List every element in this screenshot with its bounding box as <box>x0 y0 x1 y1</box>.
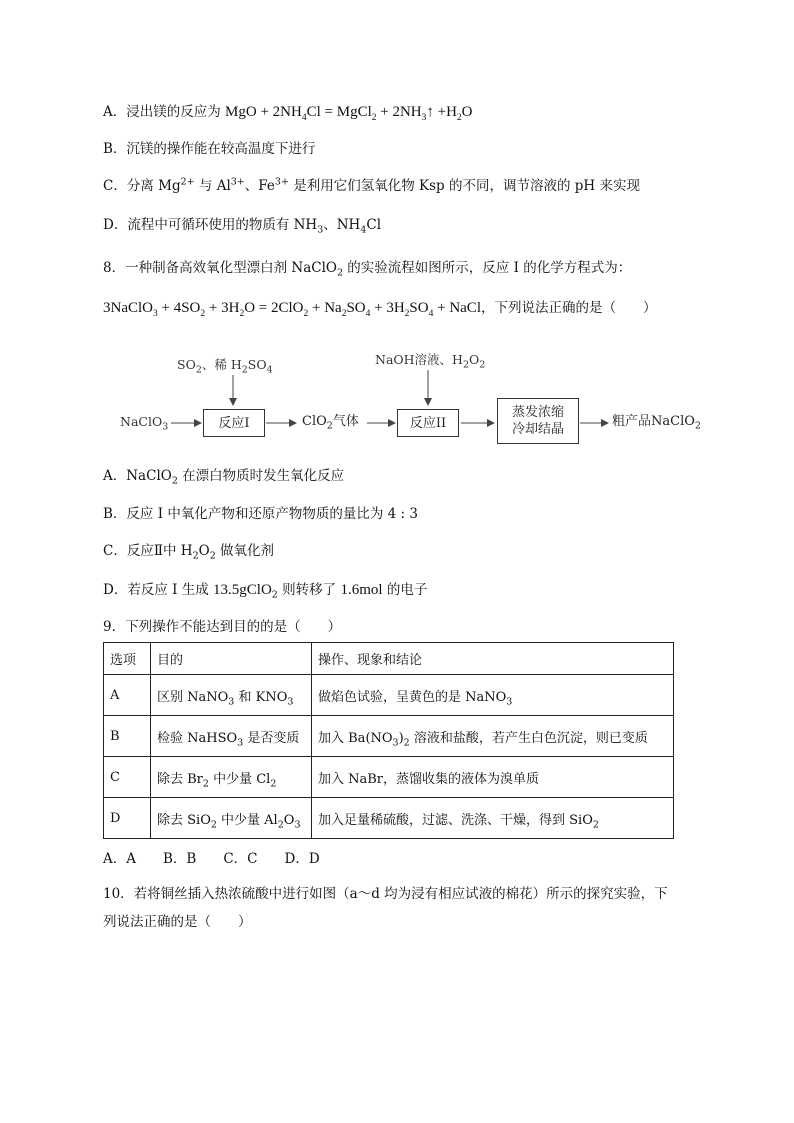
flow-reagent1: $SO_2$、稀 $H_2SO_4$ <box>177 357 273 376</box>
q7-option-b: B．沉镁的操作能在较高温度下进行 <box>103 141 316 157</box>
header-operation: 操作、现象和结论 <box>312 643 674 675</box>
q10-stem-line2: 列说法正确的是（ ） <box>103 914 252 930</box>
q9-stem: 9．下列操作不能达到目的的是（ ） <box>103 619 342 635</box>
row-goal: 检验 NaHSO$_3$ 是否变质 <box>151 716 312 757</box>
q8-option-c: C．反应Ⅱ中 $H_2O_2$ 做氧化剂 <box>103 543 275 562</box>
flow-input: NaClO$_3$ <box>120 414 169 433</box>
q8-option-d: D．若反应 I 生成 13.5gClO$_2$ 则转移了 1.6mol 的电子 <box>103 582 428 601</box>
table-row <box>104 675 674 716</box>
row-option: A <box>104 675 151 716</box>
flow-output: 粗产品NaClO$_2$ <box>612 414 701 432</box>
row-operation: 加入 NaBr，蒸馏收集的液体为溴单质 <box>312 757 674 798</box>
row-goal: 除去 SiO$_2$ 中少量 $Al_2O_3$ <box>151 798 312 839</box>
q9-table <box>103 642 674 839</box>
flow-box-evaporate: 蒸发浓缩 冷却结晶 <box>497 398 579 444</box>
header-goal: 目的 <box>151 643 312 675</box>
q8-option-b: B．反应 I 中氧化产物和还原产物物质的量比为 4 : 3 <box>103 506 418 522</box>
flow-box-reaction2: 反应II <box>397 409 459 437</box>
row-goal: 区别 NaNO$_3$ 和 $KNO_3$ <box>151 675 312 716</box>
row-operation: 加入 $Ba(NO_3)_2$ 溶液和盐酸，若产生白色沉淀，则已变质 <box>312 716 674 757</box>
row-option: D <box>104 798 151 839</box>
flow-reagent2: NaOH溶液、$H_2O_2$ <box>375 352 486 371</box>
row-operation: 加入足量稀硫酸，过滤、洗涤、干燥，得到 SiO$_2$ <box>312 798 674 839</box>
q8-equation: 3NaClO$_3$ + $4SO_2 + 3H_2O = 2ClO_2 + Na_2SO_4 + 3H_2SO_4$ + NaCl <box>103 300 481 319</box>
flow-box-reaction1: 反应I <box>203 409 265 437</box>
table-row <box>104 757 674 798</box>
q7-equation: MgO + $2NH_4Cl$ = MgCl$_2$ + $2NH_3↑ +H_2O$ <box>225 104 473 123</box>
q8-stem: 8．一种制备高效氧化型漂白剂 NaClO$_2$ 的实验流程如图所示，反应 I 的化学方程式为： <box>103 260 632 279</box>
q7-option-a: A．浸出镁的反应为 MgO + $2NH_4Cl$ = MgCl$_2$ + $2NH_3↑ +H_2O$ <box>103 104 473 123</box>
row-operation: 做焰色试验，呈黄色的是 NaNO$_3$ <box>312 675 674 716</box>
row-option: B <box>104 716 151 757</box>
q9-answer-choices: A．A B．B C．C D．D <box>103 851 320 867</box>
q10-stem-line1: 10．若将铜丝插入热浓硫酸中进行如图（a～d 均为浸有相应试液的棉花）所示的探究实验，下 <box>103 886 668 902</box>
q7-option-c: C．分离 $Mg^{2+}$ 与 $Al^{3+}$、$Fe^{3+}$ 是利用它们氢氧化物 Ksp 的不同，调节溶液的 pH 来实现 <box>103 176 640 194</box>
q8-equation-line: 3NaClO$_3$ + $4SO_2 + 3H_2O = 2ClO_2 + Na_2SO_4 + 3H_2SO_4$ + NaCl，下列说法正确的是（ ） <box>103 300 657 319</box>
q8-option-a: A．NaClO$_2$ 在漂白物质时发生氧化反应 <box>103 468 345 487</box>
table-row <box>104 798 674 839</box>
row-goal: 除去 $Br_2$ 中少量 $Cl_2$ <box>151 757 312 798</box>
header-option: 选项 <box>104 643 151 675</box>
table-row <box>104 716 674 757</box>
flow-mid: ClO$_2$气体 <box>302 414 359 432</box>
row-option: C <box>104 757 151 798</box>
q7-option-d: D．流程中可循环使用的物质有 $NH_3$、$NH_4Cl$ <box>103 217 382 236</box>
table-header-row <box>104 643 674 675</box>
